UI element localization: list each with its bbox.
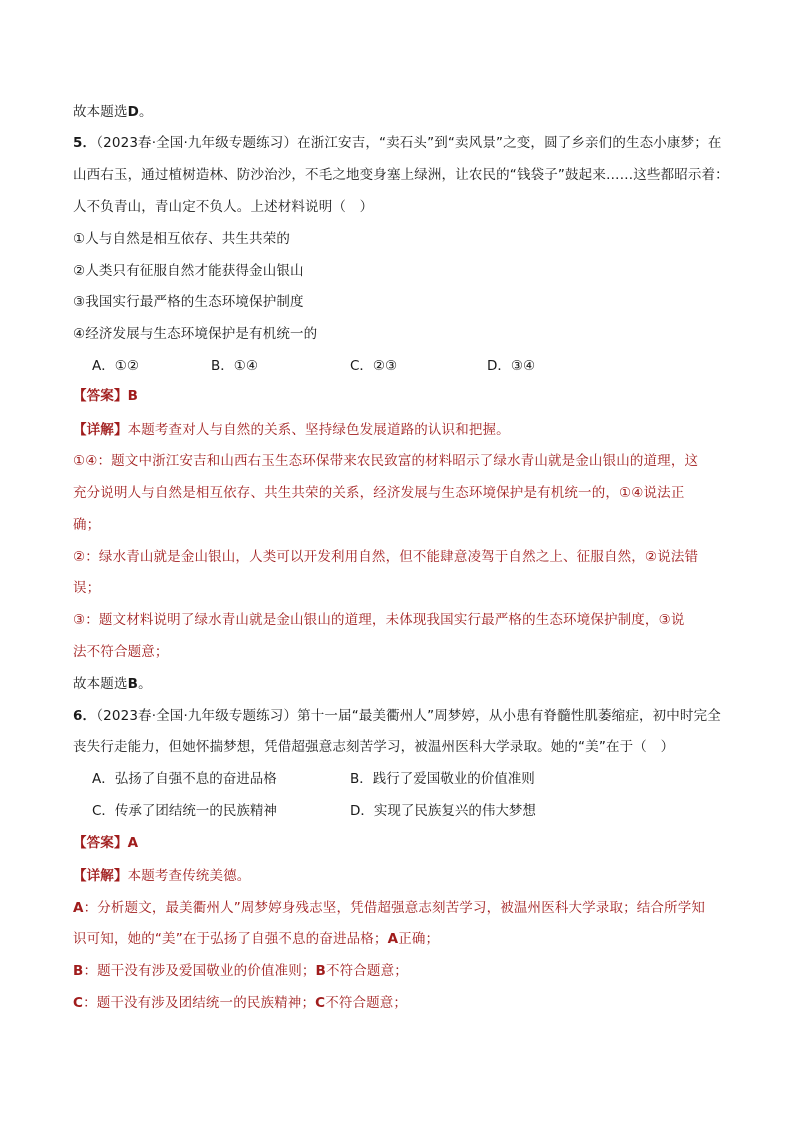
q5-analysis-3-line2: 法不符合题意； bbox=[73, 644, 169, 660]
detail-text: 本题考查对人与自然的关系、坚持绿色发展道路的认识和把握。 bbox=[127, 422, 510, 438]
answer-value: B bbox=[127, 388, 139, 404]
q5-analysis-2-line1 bbox=[73, 547, 698, 567]
question-number: 6． bbox=[73, 708, 97, 724]
q5-option-c: C．②③ bbox=[350, 358, 398, 374]
analysis-text: ：题干没有涉及团结统一的民族精神； bbox=[83, 995, 316, 1011]
detail-text: 本题考查传统美德。 bbox=[127, 868, 251, 884]
conclusion-end: 。 bbox=[138, 104, 153, 120]
q5-item-3: ③我国实行最严格的生态环境保护制度 bbox=[73, 294, 304, 310]
q6-analysis-c bbox=[73, 993, 407, 1013]
question-number: 5． bbox=[73, 135, 97, 151]
analysis-tag: B bbox=[73, 963, 84, 979]
q5-conclusion bbox=[73, 674, 152, 694]
detail-label: 【详解】 bbox=[73, 868, 128, 884]
q6-option-d: D．实现了民族复兴的伟大梦想 bbox=[350, 803, 536, 819]
analysis-text: 不符合题意； bbox=[325, 995, 408, 1011]
q5-option-d: D．③④ bbox=[487, 358, 536, 374]
analysis-text: ：分析题文，最美衢州人”周梦婷身残志坚，凭借超强意志刻苦学习，被温州医科大学录取；结合所学知 bbox=[83, 900, 706, 916]
analysis-tag: A bbox=[73, 900, 84, 916]
q6-analysis-a-line2 bbox=[73, 929, 439, 949]
q6-stem-line2: 丧失行走能力，但她怀揣梦想，凭借超强意志刻苦学习，被温州医科大学录取。她的“美”在于（ ） bbox=[73, 739, 675, 755]
q5-stem-line2: 山西右玉，通过植树造林、防沙治沙，不毛之地变身塞上绿洲，让农民的“钱袋子”鼓起来……这些都昭示着： bbox=[73, 167, 729, 183]
q5-item-2: ②人类只有征服自然才能获得金山银山 bbox=[73, 263, 304, 279]
analysis-tag: B bbox=[315, 963, 326, 979]
analysis-tag: ② bbox=[644, 549, 658, 565]
question-stem: 在浙江安吉，“卖石头”到“卖风景”之变，圆了乡亲们的生态小康梦；在 bbox=[297, 135, 722, 151]
analysis-tag: ③ bbox=[73, 612, 86, 628]
analysis-tag: ③ bbox=[658, 612, 671, 628]
detail-label: 【详解】 bbox=[73, 422, 128, 438]
analysis-tag: ①④ bbox=[73, 453, 98, 469]
analysis-tag: A bbox=[387, 931, 399, 947]
analysis-tag: ② bbox=[73, 549, 86, 565]
q6-detail bbox=[73, 866, 250, 886]
q5-answer bbox=[73, 386, 138, 406]
q5-item-4: ④经济发展与生态环境保护是有机统一的 bbox=[73, 326, 318, 342]
analysis-tag: C bbox=[73, 995, 84, 1011]
analysis-text: ：绿水青山就是金山银山，人类可以开发利用自然，但不能肆意凌驾于自然之上、征服自然， bbox=[85, 549, 645, 565]
analysis-text: 正确； bbox=[398, 931, 440, 947]
analysis-tag: C bbox=[315, 995, 326, 1011]
q5-stem-line3: 人不负青山，青山定不负人。上述材料说明（ ） bbox=[73, 199, 374, 215]
prev-conclusion bbox=[73, 102, 153, 122]
question-stem: 第十一届“最美衢州人”周梦婷，从小患有脊髓性肌萎缩症，初中时完全 bbox=[297, 708, 721, 724]
q6-option-c: C．传承了团结统一的民族精神 bbox=[92, 803, 277, 819]
q5-stem-line1 bbox=[73, 133, 722, 153]
analysis-text: 说法正 bbox=[643, 485, 685, 501]
answer-label: 【答案】 bbox=[73, 388, 128, 404]
analysis-text: 识可知，她的“美”在于弘扬了自强不息的奋进品格； bbox=[73, 931, 388, 947]
q6-option-a: A．弘扬了自强不息的奋进品格 bbox=[92, 771, 277, 787]
analysis-text: 不符合题意； bbox=[325, 963, 408, 979]
q5-option-b: B．①④ bbox=[211, 358, 258, 374]
analysis-text: 说 bbox=[670, 612, 685, 628]
question-source: （2023春·全国·九年级专题练习） bbox=[96, 135, 298, 151]
q5-analysis-2-line2: 误； bbox=[73, 580, 101, 596]
q6-analysis-a-line1 bbox=[73, 898, 705, 918]
q5-item-1: ①人与自然是相互依存、共生共荣的 bbox=[73, 231, 291, 247]
analysis-text: ：题干没有涉及爱国敬业的价值准则； bbox=[83, 963, 316, 979]
q6-analysis-b bbox=[73, 961, 408, 981]
q5-analysis-1-line3: 确； bbox=[73, 517, 101, 533]
conclusion-letter: B bbox=[127, 676, 139, 692]
conclusion-end: 。 bbox=[138, 676, 152, 692]
q6-stem-line1 bbox=[73, 706, 721, 726]
analysis-text: ：题文材料说明了绿水青山就是金山银山的道理，未体现我国实行最严格的生态环境保护制度， bbox=[85, 612, 659, 628]
q5-analysis-3-line1 bbox=[73, 610, 685, 630]
q6-option-b: B．践行了爱国敬业的价值准则 bbox=[350, 771, 535, 787]
analysis-text: ：题文中浙江安吉和山西右玉生态环保带来农民致富的材料昭示了绿水青山就是金山银山的道理，这 bbox=[97, 453, 699, 469]
conclusion-letter: D bbox=[127, 104, 139, 120]
analysis-text: 充分说明人与自然是相互依存、共生共荣的关系，经济发展与生态环境保护是有机统一的， bbox=[73, 485, 619, 501]
conclusion-text: 故本题选 bbox=[73, 104, 128, 120]
q5-analysis-1-line2 bbox=[73, 483, 684, 503]
q5-option-a: A．①② bbox=[92, 358, 139, 374]
q6-answer bbox=[73, 833, 138, 853]
answer-label: 【答案】 bbox=[73, 835, 128, 851]
question-source: （2023春·全国·九年级专题练习） bbox=[96, 708, 298, 724]
answer-value: A bbox=[127, 835, 139, 851]
conclusion-text: 故本题选 bbox=[73, 676, 128, 692]
q5-analysis-1-line1 bbox=[73, 451, 698, 471]
analysis-text: 说法错 bbox=[657, 549, 699, 565]
q5-detail bbox=[73, 420, 510, 440]
analysis-tag: ①④ bbox=[619, 485, 644, 501]
